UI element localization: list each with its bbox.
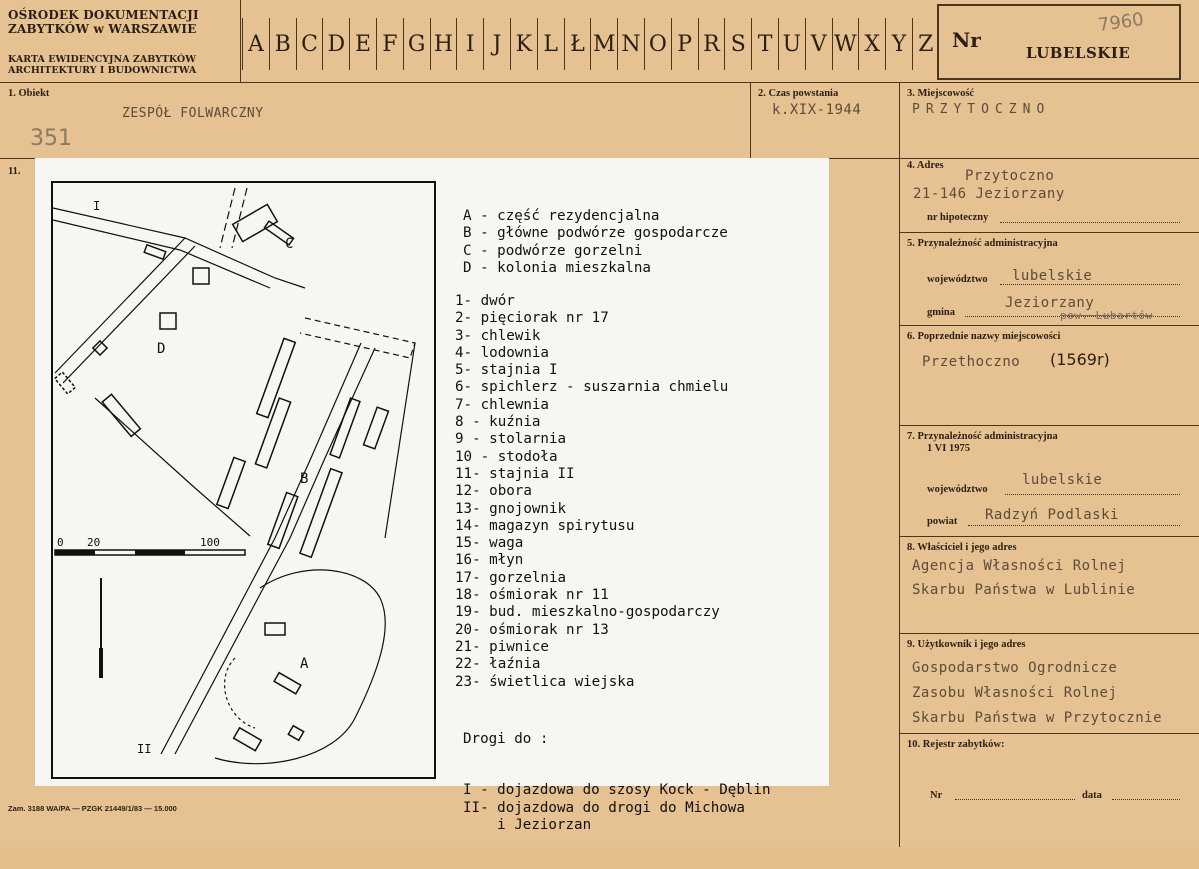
letter-7: H xyxy=(430,18,457,70)
building-20 xyxy=(193,268,209,284)
legend-item-2: 3- chlewik xyxy=(455,327,541,344)
letter-14: N xyxy=(617,18,644,70)
road-label-II: II xyxy=(137,742,152,756)
powiat-value: Radzyń Podlaski xyxy=(985,507,1119,523)
legend-item-12: 13- gnojownik xyxy=(455,500,567,517)
institution-name xyxy=(8,8,199,36)
miejscowosc-label: 3. Miejscowość xyxy=(907,88,975,99)
building-11 xyxy=(217,457,245,508)
hipoteczny-label: nr hipoteczny xyxy=(927,212,989,223)
legend-item-14: 15- waga xyxy=(455,535,524,552)
rejestr-nr-label: Nr xyxy=(930,790,943,801)
uzytkownik-line1: Gospodarstwo Ogrodnicze xyxy=(912,660,1118,676)
legend-item-4: 5- stajnia I xyxy=(455,362,558,379)
park-path xyxy=(225,658,255,728)
przynaleznosc-label: 5. Przynależność administracyjna xyxy=(907,238,1058,249)
letter-1: B xyxy=(269,18,296,70)
roads-title: Drogi do : xyxy=(463,730,549,747)
poprzednie-value: Przethoczno xyxy=(922,354,1021,370)
adres-line1: Przytoczno xyxy=(965,168,1055,184)
letter-6: G xyxy=(403,18,430,70)
legend-item-19: 20- ośmiorak nr 13 xyxy=(455,621,609,638)
miejscowosc-value: PRZYTOCZNO xyxy=(912,102,1051,117)
scale-label-2: 100 xyxy=(200,536,220,549)
wlasciciel-line2: Skarbu Państwa w Lublinie xyxy=(912,582,1136,598)
dashed-track xyxy=(220,188,235,248)
gmina-value: Jeziorzany xyxy=(1005,295,1095,311)
wojewodztwo-value: lubelskie xyxy=(1012,268,1093,284)
poprzednie-handwritten: (1569r) xyxy=(1050,350,1110,369)
building-19 xyxy=(160,313,176,329)
road-item-2: i Jeziorzan xyxy=(463,817,592,834)
obiekt-pencil-number: 351 xyxy=(30,126,72,151)
institution-line1: OŚRODEK DOKUMENTACJI xyxy=(8,8,199,22)
legend-zone-2: C - podwórze gorzelni xyxy=(463,242,643,259)
building-22 xyxy=(93,341,107,355)
letter-19: T xyxy=(751,18,778,70)
wlasciciel-label: 8. Właściciel i jego adres xyxy=(907,542,1017,553)
legend-item-13: 14- magazyn spirytusu xyxy=(455,517,635,534)
obiekt-label: 1. Obiekt xyxy=(8,88,50,99)
legend-item-16: 17- gorzelnia xyxy=(455,569,567,586)
letter-9: J xyxy=(483,18,510,70)
letter-23: X xyxy=(858,18,885,70)
letter-4: E xyxy=(349,18,376,70)
letter-3: D xyxy=(322,18,349,70)
letter-22: W xyxy=(832,18,859,70)
scale-label-0: 0 xyxy=(57,536,64,549)
building-A-low xyxy=(234,728,262,751)
letter-25: Z xyxy=(912,18,939,70)
legend-zone-3: D - kolonia mieszkalna xyxy=(463,259,651,276)
rejestr-label: 10. Rejestr zabytków: xyxy=(907,739,1005,750)
road-I xyxy=(53,208,305,288)
legend-item-21: 22- łaźnia xyxy=(455,656,541,673)
letter-10: K xyxy=(510,18,537,70)
legend-item-0: 1- dwór xyxy=(455,293,515,309)
legend-item-15: 16- młyn xyxy=(455,552,524,569)
uzytkownik-label: 9. Użytkownik i jego adres xyxy=(907,639,1026,650)
wlasciciel-line1: Agencja Własności Rolnej xyxy=(912,558,1127,574)
scale-label-1: 20 xyxy=(87,536,101,549)
road-diagonal xyxy=(55,238,185,373)
wojewodztwo75-label: województwo xyxy=(927,484,988,495)
card-type-line2: ARCHITEKTURY I BUDOWNICTWA xyxy=(8,65,197,76)
letter-11: L xyxy=(537,18,564,70)
letter-17: R xyxy=(698,18,725,70)
legend-item-3: 4- lodownia xyxy=(455,344,549,361)
letter-21: V xyxy=(805,18,832,70)
building-10 xyxy=(330,398,360,458)
card-type xyxy=(8,54,196,76)
wojewodztwo-label: województwo xyxy=(927,274,988,285)
letter-16: P xyxy=(671,18,698,70)
legend-item-17: 18- ośmiorak nr 11 xyxy=(455,587,609,604)
legend-item-7: 8 - kuźnia xyxy=(455,414,541,431)
legend-item-8: 9 - stolarnia xyxy=(455,431,567,448)
building-2-stajnia xyxy=(255,398,290,468)
card-type-line1: KARTA EWIDENCYJNA ZABYTKÓW xyxy=(8,54,196,65)
letter-2: C xyxy=(296,18,323,70)
gmina-struck-text: pow. Lubartów xyxy=(1060,309,1153,322)
legend-item-1: 2- pięciorak nr 17 xyxy=(455,310,609,327)
czas-label: 2. Czas powstania xyxy=(758,88,839,99)
legend-item-9: 10 - stodoła xyxy=(455,448,558,465)
legend-item-11: 12- obora xyxy=(455,483,532,500)
building-18 xyxy=(102,394,140,436)
przynaleznosc75-date: 1 VI 1975 xyxy=(927,443,970,454)
building-small-d xyxy=(144,245,166,259)
building-A-top xyxy=(265,623,285,635)
legend-item-10: 11- stajnia II xyxy=(455,465,575,482)
letter-18: S xyxy=(724,18,751,70)
zone-letter-D: D xyxy=(157,341,166,357)
road-label-I: I xyxy=(93,199,101,213)
legend-items xyxy=(455,293,728,691)
road-lower xyxy=(95,398,250,536)
building-23 xyxy=(55,372,76,394)
institution-line2: ZABYTKÓW w WARSZAWIE xyxy=(8,22,197,36)
map-frame xyxy=(52,182,435,778)
letter-12: Ł xyxy=(564,18,591,70)
legend-item-6: 7- chlewnia xyxy=(455,396,549,413)
zone-letter-A: A xyxy=(300,656,309,672)
scale-bar xyxy=(55,550,245,555)
legend-zone-0: A - część rezydencjalna xyxy=(463,208,660,224)
building-1-dwor xyxy=(274,673,301,694)
letter-20: U xyxy=(778,18,805,70)
uzytkownik-line3: Skarbu Państwa w Przytocznie xyxy=(912,710,1163,726)
zone-letter-C: C xyxy=(285,236,294,252)
legend-item-5: 6- spichlerz - suszarnia chmielu xyxy=(455,379,729,396)
adres-label: 4. Adres xyxy=(907,160,944,171)
road-diagonal-edge xyxy=(63,246,195,383)
adres-line2: 21-146 Jeziorzany xyxy=(913,186,1065,202)
road-item-1: II- dojazdowa do drogi do Michowa xyxy=(463,799,745,816)
legend-item-18: 19- bud. mieszkalno-gospodarczy xyxy=(455,604,720,621)
legend-zones xyxy=(463,208,728,277)
roads-list xyxy=(463,782,771,834)
gmina-label: gmina xyxy=(927,307,956,318)
czas-value: k.XIX-1944 xyxy=(772,102,862,118)
yard-edge xyxy=(385,343,415,538)
roads-legend xyxy=(463,696,771,869)
legend-zone-1: B - główne podwórze gospodarcze xyxy=(463,225,728,242)
letter-15: O xyxy=(644,18,671,70)
poprzednie-label: 6. Poprzednie nazwy miejscowości xyxy=(907,331,1061,342)
nr-label: Nr xyxy=(952,28,981,52)
uzytkownik-line2: Zasobu Własności Rolnej xyxy=(912,685,1118,701)
building-2 xyxy=(288,726,303,741)
letter-24: Y xyxy=(885,18,912,70)
powiat-label: powiat xyxy=(927,516,958,527)
pencil-number: 7960 xyxy=(1096,8,1146,37)
legend-item-20: 21- piwnice xyxy=(455,638,549,655)
letter-8: I xyxy=(456,18,483,70)
building-9 xyxy=(364,407,389,449)
region-label: LUBELSKIE xyxy=(1026,44,1131,62)
section-11-label: 11. xyxy=(8,166,21,177)
letter-13: M xyxy=(590,18,617,70)
road-I-edge xyxy=(53,220,270,288)
road-item-0: I - dojazdowa do szosy Kock - Dęblin xyxy=(463,782,771,799)
letter-0: A xyxy=(242,18,269,70)
main-road-edge xyxy=(161,343,361,754)
legend-item-22: 23- świetlica wiejska xyxy=(455,673,635,690)
rejestr-data-label: data xyxy=(1082,790,1102,801)
print-note: Zam. 3188 WA/PA — PZGK 21449/1/83 — 15.000 xyxy=(8,804,177,813)
obiekt-value: ZESPÓŁ FOLWARCZNY xyxy=(122,106,264,121)
letter-5: F xyxy=(376,18,403,70)
letter-index xyxy=(242,18,939,70)
przynaleznosc75-label: 7. Przynależność administracyjna xyxy=(907,431,1058,442)
zone-letter-B: B xyxy=(300,471,309,487)
wojewodztwo75-value: lubelskie xyxy=(1022,472,1103,488)
